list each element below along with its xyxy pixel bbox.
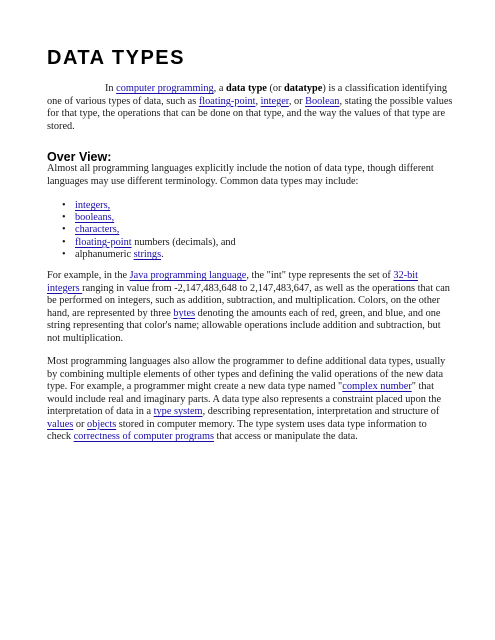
term-data-type: data type <box>225 83 267 94</box>
para-text: " that would include real and imaginary parts. A data type also represents a constraint placed upon the interpretation of data in a <box>47 381 442 417</box>
link-strings[interactable]: strings <box>133 248 162 260</box>
para-text: ranging in value from -2,147,483,648 to 2,147,483,647, as well as the operations that can be performed on integers, such as addition, subtraction, and multiplication. Colors, on the other hand, are represented by three <box>47 282 450 319</box>
link-complex-number[interactable]: complex number <box>342 381 412 392</box>
intro-text: In <box>105 83 117 94</box>
link-32-bit[interactable]: 32-bit <box>393 270 419 281</box>
intro-text: , a <box>213 83 226 94</box>
overview-heading: Over View: <box>47 150 112 164</box>
link-integers[interactable]: integers, <box>75 200 111 211</box>
link-type-system[interactable]: type system <box>153 406 203 417</box>
intro-text: , or <box>288 95 306 107</box>
intro-paragraph <box>47 83 453 133</box>
custom-types-paragraph <box>47 356 453 444</box>
para-text: , describing representation, interpretation and structure of <box>202 406 440 417</box>
bullet-icon: • <box>62 236 66 248</box>
link-objects[interactable]: objects <box>87 418 117 430</box>
link-integers-inline[interactable]: integers <box>47 282 83 294</box>
para-text: For example, in the <box>47 270 130 281</box>
intro-text: (or <box>266 83 285 94</box>
link-bytes[interactable]: bytes <box>173 307 196 319</box>
list-item-text: numbers (decimals), and <box>131 236 236 248</box>
link-computer-programming[interactable]: computer programming <box>116 83 214 94</box>
para-text: that access or manipulate the data. <box>213 431 358 442</box>
para-text: stored in computer memory. The type system uses data type information to check <box>47 418 427 442</box>
page-title: DATA TYPES <box>47 47 185 69</box>
link-java[interactable]: Java programming language <box>129 270 247 281</box>
bullet-icon: • <box>62 212 66 224</box>
link-booleans[interactable]: booleans, <box>75 212 115 224</box>
list-item-text: . <box>161 248 164 260</box>
link-characters[interactable]: characters, <box>75 224 120 236</box>
link-floating-point[interactable]: floating-point <box>198 95 256 107</box>
intro-text: , <box>255 95 261 107</box>
list-item <box>62 200 236 212</box>
term-datatype: datatype <box>284 83 323 94</box>
link-integer[interactable]: integer <box>260 95 289 107</box>
bullet-icon: • <box>62 224 66 236</box>
java-example-paragraph <box>47 270 453 345</box>
link-floating-point-list[interactable]: floating-point <box>75 236 132 248</box>
bullet-icon: • <box>62 248 66 260</box>
link-values[interactable]: values <box>47 418 74 430</box>
para-text: or <box>73 418 88 430</box>
para-text: Most programming languages also allow the programmer to define additional data types, usually by combining multiple elements of other types and defining the valid operations of the new data type. For example, a programmer might create a new data type named " <box>47 356 446 392</box>
list-item <box>62 249 236 261</box>
bullet-icon: • <box>62 200 66 211</box>
para-text: , the "int" type represents the set of <box>246 270 394 281</box>
intro-text: , stating the possible values for that type, the operations that can be done on that type, and the way the values of that type are stored. <box>47 95 453 132</box>
intro-text: ) is a classification identifying one of various types of data, such as <box>47 83 448 107</box>
overview-paragraph: Almost all programming languages explicitly include the notion of data type, though different languages may use different terminology. Common data types may include: <box>47 163 434 187</box>
list-item <box>62 224 236 236</box>
para-text: denoting the amounts each of red, green, and blue, and one string representing that color's name; allowable operations include addition and subtraction, but not multiplication. <box>47 307 441 344</box>
list-item-text: alphanumeric <box>75 248 134 260</box>
list-item <box>62 212 236 224</box>
link-correctness[interactable]: correctness of computer programs <box>73 431 214 442</box>
list-item <box>62 237 236 249</box>
data-types-list <box>62 200 236 261</box>
link-boolean[interactable]: Boolean <box>305 95 340 107</box>
